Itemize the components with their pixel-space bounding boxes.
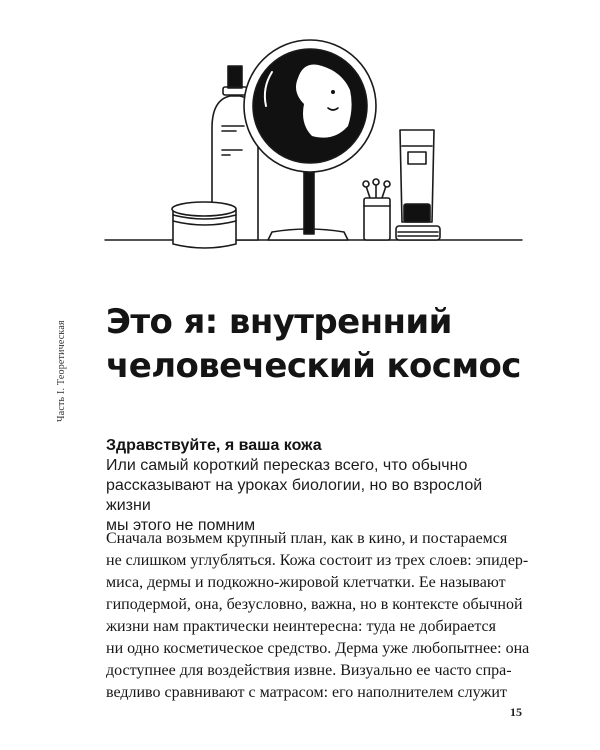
chapter-side-label: Часть I. Теоретическая [56,320,67,422]
mirror-icon [244,40,376,240]
body-line: доступнее для воздействия извне. Визуально ее часто спра- [106,662,512,679]
page-number: 15 [510,705,522,719]
title-line: человеческий космос [106,346,521,386]
lead-line: мы этого не помним [106,517,256,534]
cotton-buds-cup-icon [363,179,390,240]
body-paragraph [106,528,530,704]
page-title [106,300,576,388]
body-line: ведливо сравнивают с матрасом: его наполнителем служит [106,684,507,701]
body-line: ни одно косметическое средство. Дерма уже любопытнее: она [106,640,530,657]
body-line: жизни нам практически неинтересна: туда не добирается [106,618,496,635]
cream-tube-icon [400,130,434,222]
body-line: миса, дермы и подкожно-жировой клетчатки. Ее называют [106,574,506,591]
section-heading: Здравствуйте, я ваша кожа [106,437,322,454]
small-tin-icon [396,226,440,240]
body-line: не слишком углубляться. Кожа состоит из трех слоев: эпидер- [106,552,529,569]
title-line: Это я: внутренний [106,302,452,342]
body-line: гиподермой, она, безусловно, важна, но в контексте обычной [106,596,523,613]
cream-jar-icon [172,202,236,248]
cosmetics-mirror-illustration [0,0,600,265]
lead-line: рассказывают на уроках биологии, но во взрослой жизни [106,477,483,514]
section-lead [106,456,506,536]
body-line: Сначала возьмем крупный план, как в кино, и постараемся [106,530,508,547]
lead-line: Или самый короткий пересказ всего, что обычно [106,457,468,474]
